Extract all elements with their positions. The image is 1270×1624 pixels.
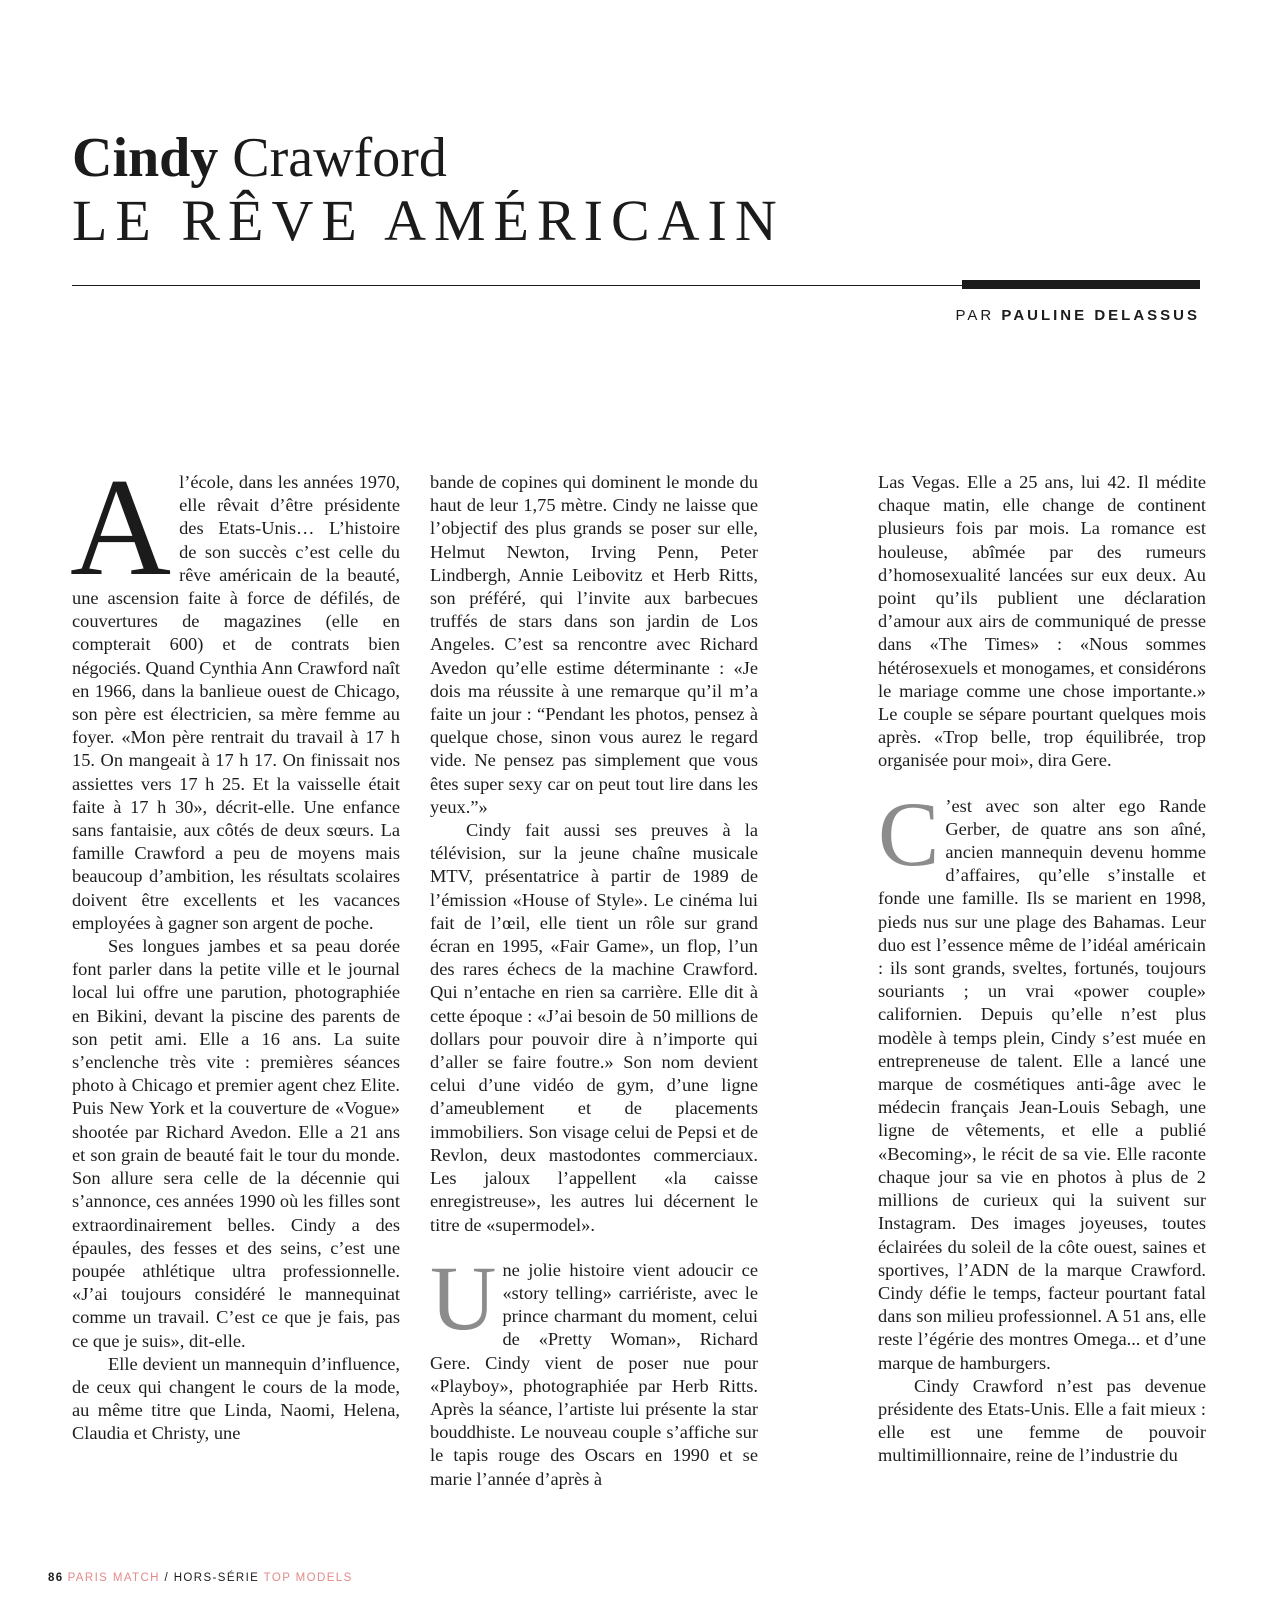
title-subtitle: LE RÊVE AMÉRICAIN: [72, 188, 785, 253]
paragraph-text: l’école, dans les années 1970, elle rêvait d’être présidente des Etats-Unis… L’histoire de son succès c’est celle du rêve américain de la beauté, une ascension faite à force de défilés, de couvertures de magazines (elle en compterait 600) et de contrats bien négociés. Quand Cynthia Ann Crawford naît en 1966, dans la banlieue ouest de Chicago, son père est électricien, sa mère femme au foyer. «Mon père rentrait du travail à 17 h 15. On mangeait à 17 h 17. On finissait nos assiettes vers 17 h 25. Et la vaisselle était faite à 17 h 30», décrit-elle. Une enfance sans fantaisie, aux côtés de deux sœurs. La famille Crawford a peu de moyens mais beaucoup d’ambition, les résultats scolaires doivent être excellents et les vacances employées à gagner son argent de poche.: [72, 472, 400, 933]
drop-cap: A: [70, 450, 172, 605]
byline-prefix: PAR: [955, 307, 1002, 324]
paragraph: Las Vegas. Elle a 25 ans, lui 42. Il médite chaque matin, elle change de continent plusieurs fois par mois. La romance est houleuse, abîmée par des rumeurs d’homosexualité lancées sur eux deux. Au point qu’ils publient une déclaration d’amour aux airs de communiqué de presse dans «The Times» : «Nous sommes hétérosexuels et monogames, et considérons le mariage comme une chose importante.» Le couple se sépare pourtant quelques mois après. «Trop belle, trop équilibrée, trop organisée pour moi», dira Gere.: [878, 472, 1206, 771]
article-column-1: [70, 450, 400, 1446]
title-first-name: Cindy: [72, 127, 219, 189]
title-last-name: Crawford: [218, 127, 447, 189]
paragraph: [430, 1246, 758, 1491]
article-column-2: [430, 471, 758, 1491]
footer-separator: /: [159, 1572, 174, 1584]
issue-name: HORS-SÉRIE: [173, 1572, 264, 1584]
magazine-name: PARIS MATCH: [67, 1572, 160, 1584]
byline-author: PAULINE DELASSUS: [1001, 307, 1200, 324]
paragraph-text: ne jolie histoire vient adoucir ce «story telling» carriériste, avec le prince charmant du moment, celui de «Pretty Woman», Richard Gere. Cindy vient de poser nue pour «Playboy», photographiée par Herb Ritts. Après la séance, l’artiste lui présente la star bouddhiste. Le nouveau couple s’affiche sur le tapis rouge des Oscars en 1990 et se marie l’année d’après à: [430, 1259, 758, 1489]
byline: [956, 307, 1200, 324]
drop-cap: C: [878, 782, 940, 885]
paragraph: Cindy fait aussi ses preuves à la télévision, sur la jeune chaîne musicale MTV, présentatrice à partir de 1989 de l’émission «House of Style». Le cinéma lui fait de l’œil, elle tient un rôle sur grand écran en 1995, «Fair Game», un flop, l’un des rares échecs de la machine Crawford. Qui n’entache en rien sa carrière. Elle dit à cette époque : «J’ai besoin de 50 millions de dollars pour pouvoir dire à n’importe qui d’aller se faire foutre.» Son nom devient celui d’une vidéo de gym, d’une ligne d’ameublement et de placements immobiliers. Son visage celui de Pepsi et de Revlon, deux mastodontes commerciaux. Les jaloux l’appellent «la caisse enregistreuse», les autres lui décernent le titre de «supermodel».: [430, 820, 758, 1235]
paragraph: [70, 450, 400, 935]
issue-theme: TOP MODELS: [263, 1572, 353, 1584]
paragraph: Ses longues jambes et sa peau dorée font parler dans la petite ville et le journal local lui offre une parution, photographiée en Bikini, devant la piscine des parents de son petit ami. Elle a 16 ans. La suite s’enclenche très vite : premières séances photo à Chicago et premier agent chez Elite. Puis New York et la couverture de «Vogue» shootée par Richard Avedon. Elle a 21 ans et son grain de beauté fait le tour du monde. Son allure sera celle de la décennie qui s’annonce, ces années 1990 où les filles sont extraordinairement belles. Cindy a des épaules, des fesses et des seins, c’est une poupée athlétique ultra professionnelle. «J’ai toujours considéré le mannequinat comme un travail. C’est ce que je fais, pas ce que je suis», dit-elle.: [72, 936, 400, 1351]
paragraph: Elle devient un mannequin d’influence, de ceux qui changent le cours de la mode, au même titre que Linda, Naomi, Helena, Claudia et Christy, une: [72, 1353, 400, 1444]
title-name: [72, 126, 1202, 190]
paragraph: bande de copines qui dominent le monde du haut de leur 1,75 mètre. Cindy ne laisse que l’objectif des plus grands se poser sur elle, Helmut Newton, Irving Penn, Peter Lindbergh, Annie Leibovitz et Herb Ritts, son préféré, qui l’invite aux barbecues truffés de stars dans son jardin de Los Angeles. C’est sa rencontre avec Richard Avedon qu’elle estime déterminante : «Je dois ma réussite à une remarque qu’il m’a faite un jour : “Pendant les photos, pensez à quelque chose, sinon vous aurez le regard vide. Ne pensez pas simplement que vous êtes super sexy car on peut tout lire dans les yeux.”»: [430, 472, 758, 817]
title-rule-thin: [72, 285, 962, 286]
paragraph: [878, 782, 1206, 1375]
drop-cap: U: [430, 1246, 497, 1349]
page-number: 86: [48, 1572, 64, 1584]
article-column-3: [878, 471, 1206, 1468]
article-title: [72, 126, 1202, 254]
title-rule-thick: [962, 280, 1200, 289]
paragraph: Cindy Crawford n’est pas devenue présidente des Etats-Unis. Elle a fait mieux : elle est une femme de pouvoir multimillionnaire, reine de l’industrie du: [878, 1375, 1206, 1466]
page-footer: [48, 1572, 353, 1584]
paragraph-text: ’est avec son alter ego Rande Gerber, de quatre ans son aîné, ancien mannequin devenu homme d’affaires, qu’elle s’installe et fonde une famille. Ils se marient en 1998, pieds nus sur une plage des Bahamas. Leur duo est l’essence même de l’idéal américain : ils sont grands, sveltes, fortunés, toujours souriants ; un vrai «power couple» californien. Depuis qu’elle n’est plus modèle à temps plein, Cindy s’est muée en entrepreneuse de talent. Elle a lancé une marque de cosmétiques anti-âge avec le médecin français Jean-Louis Sebagh, une ligne de vêtements, et elle a publié «Becoming», le récit de sa vie. Elle raconte chaque jour sa vie en photos à plus de 2 millions de curieux qui la suivent sur Instagram. Des images joyeuses, toutes éclairées du soleil de la côte ouest, saines et sportives, l’ADN de la marque Crawford. Cindy défie le temps, facteur pourtant fatal dans son milieu professionnel. A 51 ans, elle reste l’égérie des montres Omega... et d’une marque de hamburgers.: [878, 795, 1206, 1373]
